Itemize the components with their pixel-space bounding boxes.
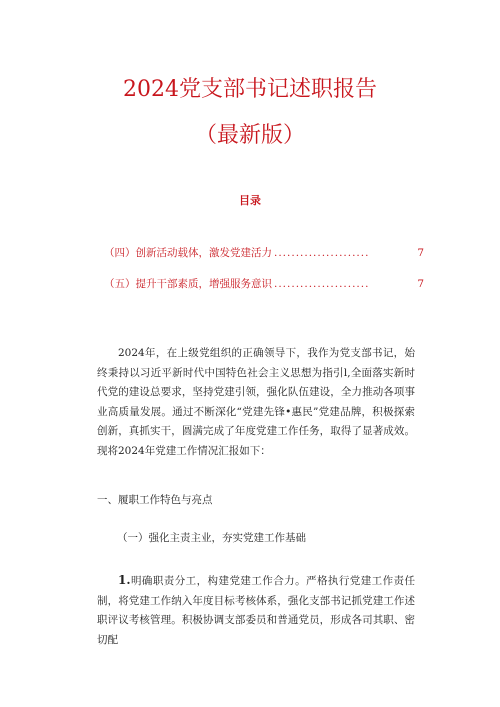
point-text: 明确职责分工，构建党建工作合力。严格执行党建工作责任制，将党建工作纳入年度目标考核体系，强化支部书记抓党建工作述职评议考核管理。积极协调支部委员和普通党员，形成各司其职、密切配 (97, 575, 415, 646)
toc-heading: 目录 (239, 194, 261, 207)
point-number: 1. (118, 573, 131, 587)
document-subtitle: （最新版） (194, 123, 305, 148)
section-heading: 一、履职工作特色与亮点 (97, 494, 213, 506)
body-paragraph (97, 571, 415, 650)
toc-entry-page: 7 (417, 247, 424, 259)
toc-entry-page: 7 (417, 278, 424, 290)
toc-entry-label: （五）提升干部素质，增强服务意识 (104, 278, 272, 290)
document-title: 2024党支部书记述职报告 (123, 77, 377, 102)
toc-entry-leader: ...................... (274, 247, 370, 259)
toc-entry[interactable] (104, 276, 424, 291)
toc-entry[interactable] (104, 245, 424, 260)
intro-paragraph: 2024年，在上级党组织的正确领导下，我作为党支部书记，始终秉持以习近平新时代中国特色社会主义思想为指引l,全面落实新时代党的建设总要求，坚持党建引领，强化队伍建设，全力推动各项事业高质量发展。通过不断深化“党建先锋•惠民”党建品牌，积极探索创新，真抓实干，圆满完成了年度党建工作任务，取得了显著成效。现将2024年党建工作情况汇报如下： (97, 347, 415, 457)
toc-entry-leader: ...................... (274, 278, 370, 290)
toc-entry-label: （四）创新活动载体，激发党建活力 (104, 247, 272, 259)
subsection-heading: （一）强化主责主业，夯实党建工作基础 (117, 532, 306, 544)
